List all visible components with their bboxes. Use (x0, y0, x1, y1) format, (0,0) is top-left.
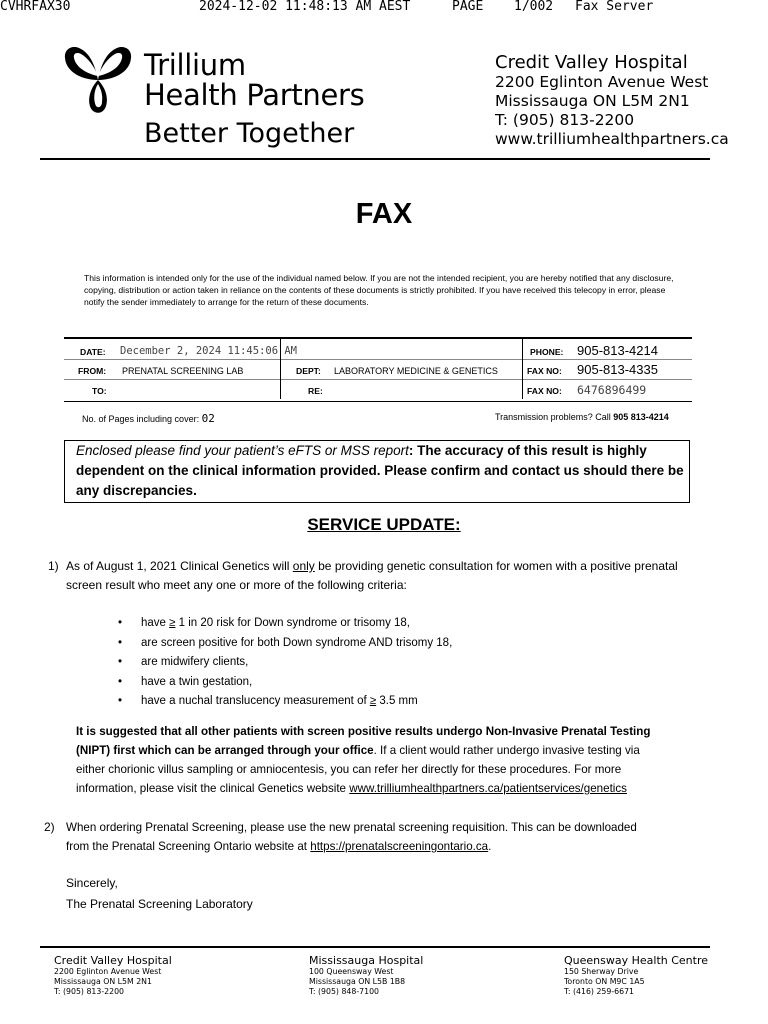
footer-location-mississauga: Mississauga Hospital 100 Queensway West Mississauga ON L5B 1B8 T: (905) 848-7100 (309, 954, 424, 996)
list-item: • have a nuchal translucency measurement of ≥ 3.5 mm (118, 695, 418, 707)
trillium-logo-icon (62, 44, 134, 114)
recipient-fax-no-label: FAX NO: (527, 386, 562, 396)
service-update-heading: SERVICE UPDATE: (307, 515, 461, 534)
from-label: FROM: (78, 366, 107, 376)
sender-address (495, 52, 729, 149)
fax-no-value: 905-813-4335 (577, 362, 658, 377)
transmission-problems-line (495, 412, 669, 422)
item1-number: 1) (48, 559, 59, 573)
phone-value: 905-813-4214 (577, 343, 658, 358)
fax-datetime: 2024-12-02 11:48:13 AM AEST (199, 0, 411, 14)
enclosed-intro: Enclosed please find your patient’s eFTS or MSS report (76, 443, 409, 458)
fax-page-label: PAGE (452, 0, 484, 14)
logo-tagline: Better Together (144, 118, 355, 149)
fax-station-id: CVHRFAX30 (0, 0, 71, 14)
confidentiality-disclaimer: This information is intended only for the use of the individual named below. If you are not the intended recipient, you are hereby notified that any disclosure, copying, distribution or action taken in reliance on the contents of these documents is strictly prohibited. If you have received this telecopy in error, please notify the sender immediately to arrange for the return of these documents. (84, 273, 674, 307)
logo-name-line1: Trillium (144, 48, 246, 82)
prenatal-screening-link[interactable]: https://prenatalscreeningontario.ca (310, 840, 489, 853)
recipient-fax-no-value: 6476896499 (577, 383, 647, 397)
page-count-line (82, 412, 215, 425)
date-label: DATE: (80, 347, 106, 357)
item2-text: When ordering Prenatal Screening, please use the new prenatal screening requisition. This can be downloaded from the Prenatal Screening Ontario website at https://prenatalscreeningontario.ca. (66, 821, 637, 853)
nipt-paragraph: It is suggested that all other patients with screen positive results undergo Non-Invasive Prenatal Testing (NIPT) first which can be arranged through your office. If a client would rather undergo invasive testing via either chorionic villus sampling or amniocentesis, you can refer her directly for these procedures. For more information, please visit the clinical Genetics website www.trilliumhealthpartners.ca/patientservices/genetics (76, 725, 651, 795)
footer-location-queensway: Queensway Health Centre 150 Sherway Drive Toronto ON M9C 1A5 T: (416) 259-6671 (564, 954, 709, 996)
item2-number: 2) (44, 820, 55, 834)
transmission-label: Transmission problems? Call (495, 412, 611, 422)
footer-divider (40, 946, 710, 948)
dept-value: LABORATORY MEDICINE & GENETICS (334, 366, 498, 376)
transmission-phone: 905 813-4214 (613, 412, 669, 422)
fax-info-table (64, 337, 692, 402)
nipt-bold-line1: It is suggested that all other patients with screen positive results undergo Non-Invasive Prenatal Testing (76, 725, 651, 738)
date-value: December 2, 2024 11:45:06 AM (120, 345, 298, 357)
table-column-divider (522, 339, 523, 399)
table-row-divider (64, 379, 692, 380)
fax-page-number: 1/002 (514, 0, 554, 14)
fax-transmission-header (0, 0, 768, 14)
sender-city: Mississauga ON L5M 2N1 (495, 92, 690, 110)
to-label: TO: (92, 386, 107, 396)
from-value: PRENATAL SCREENING LAB (122, 366, 244, 376)
sender-hospital-name: Credit Valley Hospital (495, 52, 688, 73)
list-item: • are screen positive for both Down syndrome AND trisomy 18, (118, 636, 453, 649)
closing (66, 874, 253, 914)
table-row-divider (64, 359, 692, 360)
page-count-value: 02 (201, 412, 215, 425)
genetics-website-link[interactable]: www.trilliumhealthpartners.ca/patientservices/genetics (349, 782, 627, 795)
sender-phone: T: (905) 813-2200 (495, 111, 635, 129)
list-item: • have a twin gestation, (118, 675, 253, 688)
closing-signature: The Prenatal Screening Laboratory (66, 897, 253, 911)
page-title: FAX (355, 198, 413, 230)
enclosed-notice-box (64, 440, 690, 503)
re-label: RE: (308, 386, 323, 396)
dept-label: DEPT: (296, 366, 321, 376)
sender-street: 2200 Eglinton Avenue West (495, 73, 709, 91)
item1-text-line2: screen result who meet any one or more of the following criteria: (66, 578, 407, 592)
footer-location-credit-valley: Credit Valley Hospital 2200 Eglinton Avenue West Mississauga ON L5M 2N1 T: (905) 813-2200 (54, 954, 172, 996)
item1-text: As of August 1, 2021 Clinical Genetics will only be providing genetic consultation for women with a positive prenatal (66, 559, 678, 573)
sender-website: www.trilliumhealthpartners.ca (495, 130, 729, 148)
closing-sincerely: Sincerely, (66, 876, 118, 890)
phone-label: PHONE: (530, 347, 564, 357)
fax-server-label: Fax Server (575, 0, 654, 14)
nipt-bold-line2: (NIPT) first which can be arranged through your office (76, 744, 374, 757)
header-divider (40, 158, 710, 160)
list-item: • are midwifery clients, (118, 656, 249, 668)
criteria-list (118, 614, 452, 712)
item1-only-emphasis: only (292, 559, 315, 573)
list-item: • have ≥ 1 in 20 risk for Down syndrome or trisomy 18, (118, 617, 411, 629)
logo-name-line2: Health Partners (144, 78, 365, 112)
page-count-label: No. of Pages including cover: (82, 414, 200, 424)
enclosed-accuracy-note: : The accuracy of this result is highly dependent on the clinical information provided. Please confirm and contact us should there be any discrepancies. (76, 443, 684, 498)
fax-no-label: FAX NO: (527, 366, 562, 376)
